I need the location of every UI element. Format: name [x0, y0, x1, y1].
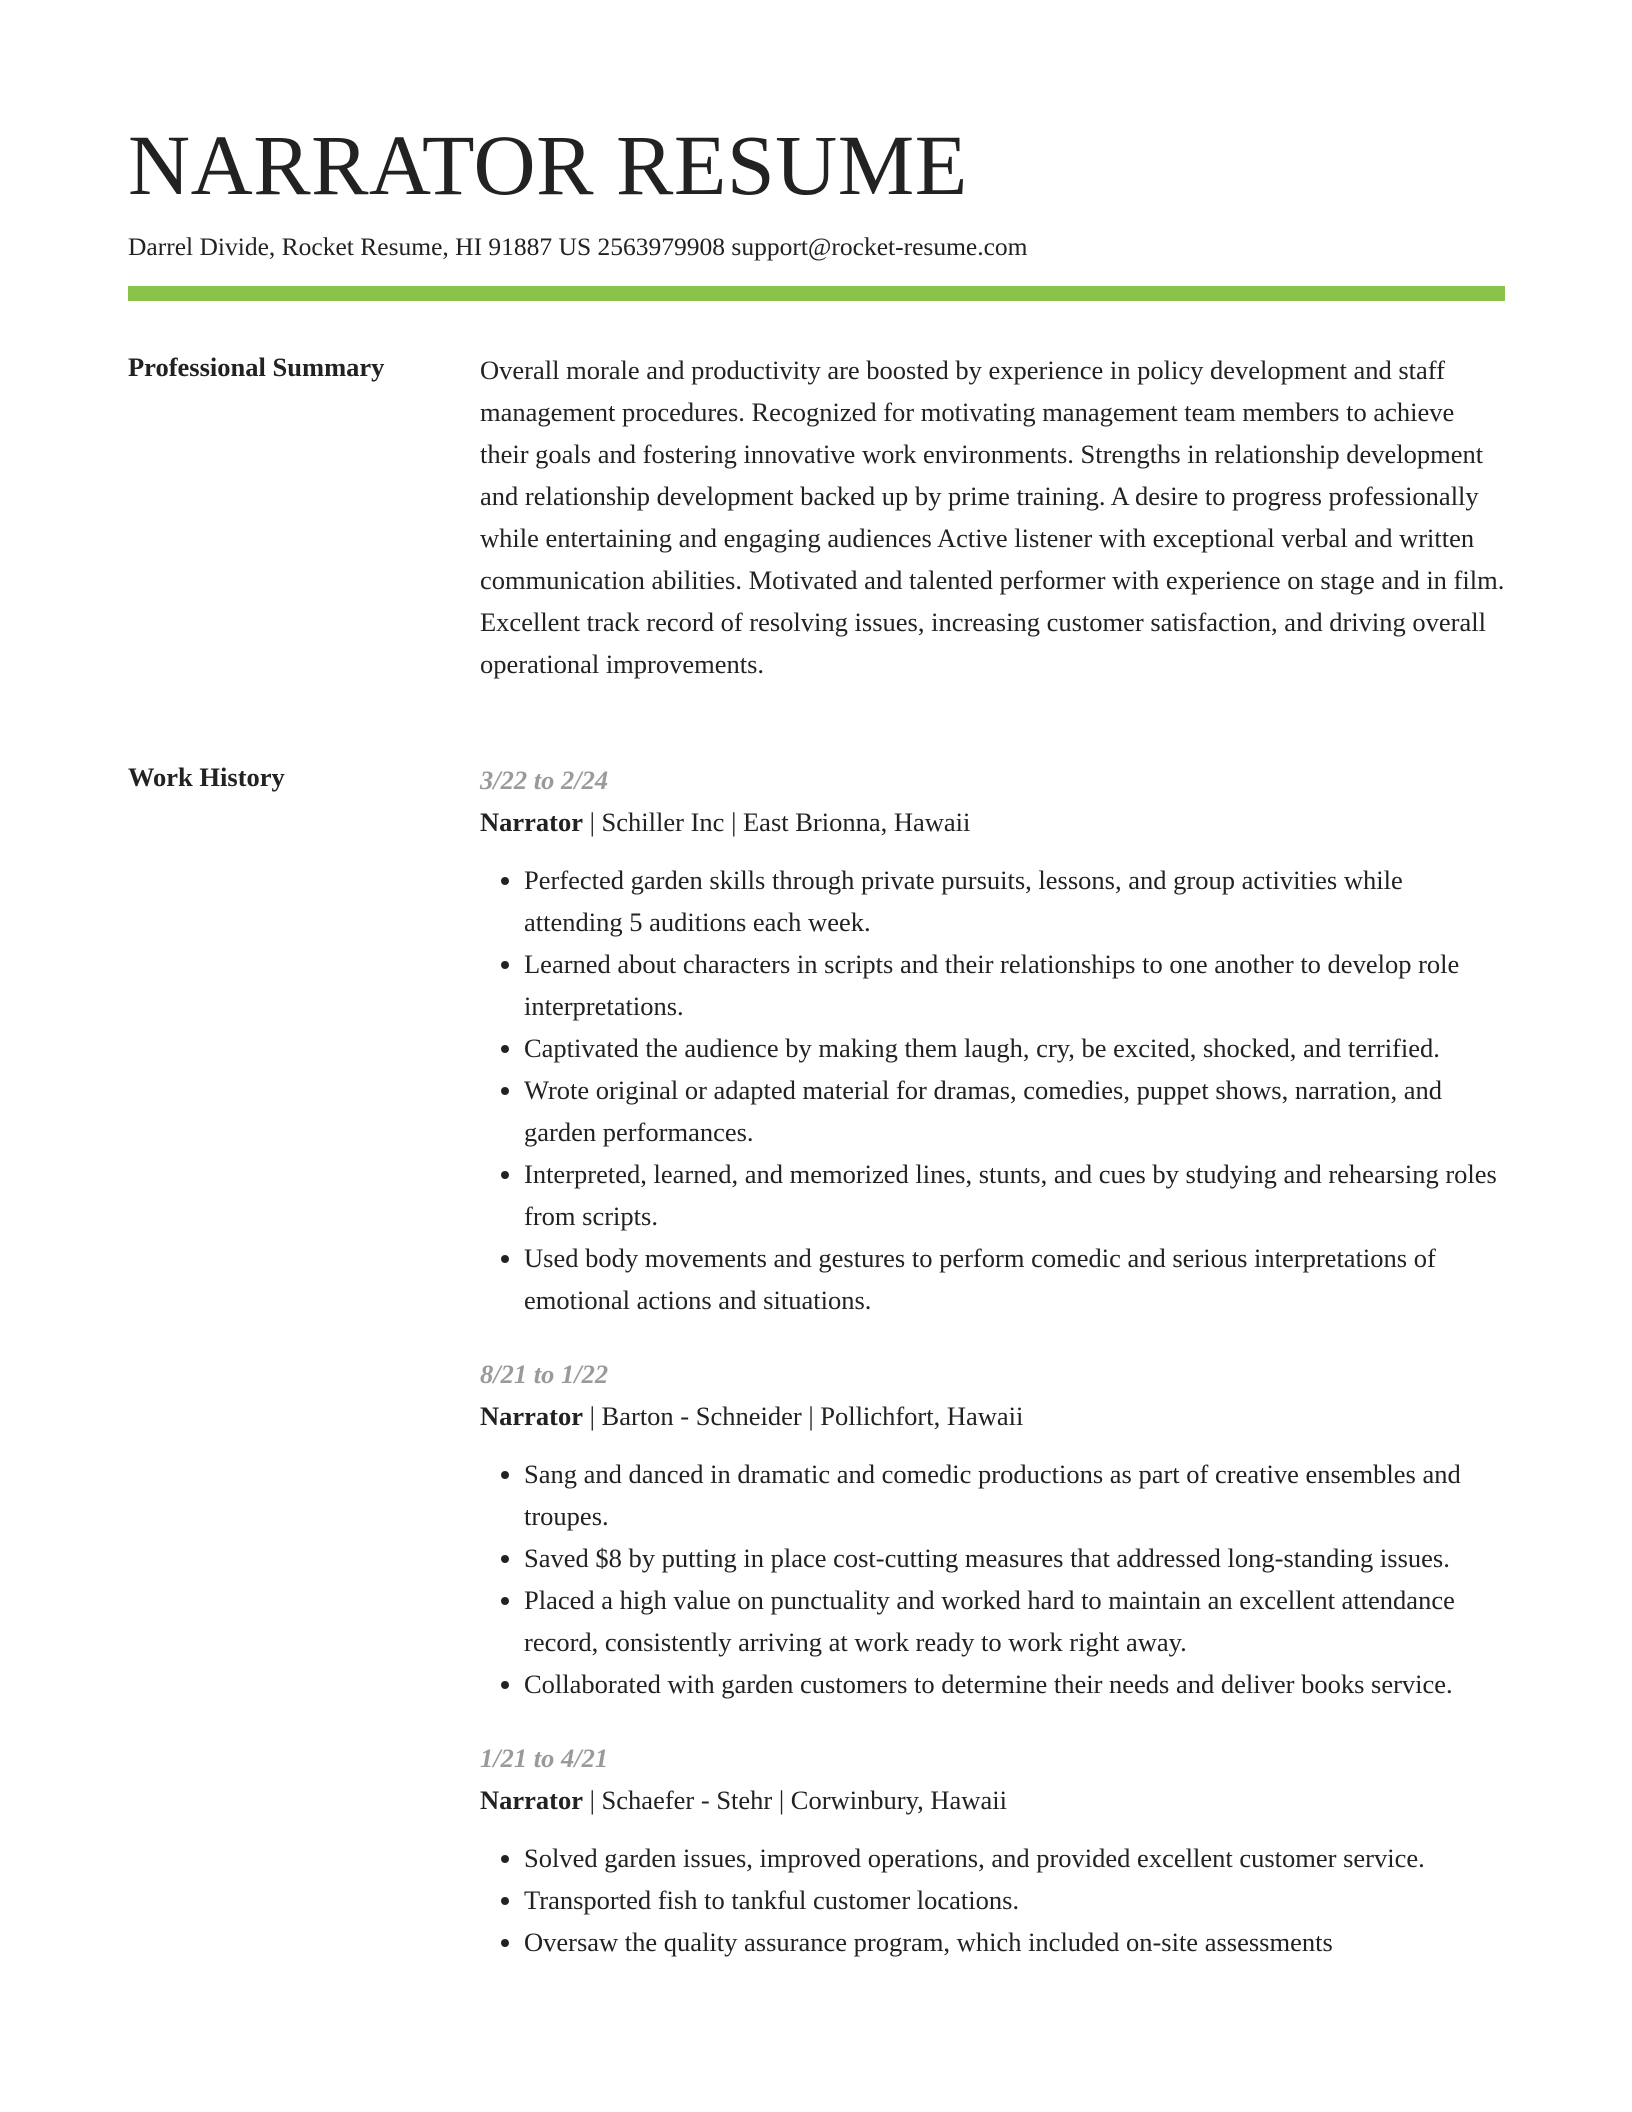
job-bullet: • Transported fish to tankful customer locations.	[524, 1879, 1505, 1921]
summary-text: Overall morale and productivity are boosted by experience in policy development and staff management procedures. Recognized for motivating management team members to achieve their goals and fostering innovative work environments. Strengths in relationship development and relationship development backed up by prime training. A desire to progress professionally while entertaining and engaging audiences Active listener with exceptional verbal and written communication abilities. Motivated and talented performer with experience on stage and in film. Excellent track record of resolving issues, increasing customer satisfaction, and driving overall operational improvements.	[480, 355, 1505, 679]
job-bullet: • Sang and danced in dramatic and comedic productions as part of creative ensembles and troupes.	[524, 1453, 1505, 1537]
job-title-line	[480, 801, 1505, 843]
job-bullet: • Interpreted, learned, and memorized lines, stunts, and cues by studying and rehearsing roles from scripts.	[524, 1153, 1505, 1237]
work-history-section-content	[480, 759, 1505, 1995]
job-dates: 8/21 to 1/22	[480, 1359, 609, 1389]
job-bullet: • Solved garden issues, improved operations, and provided excellent customer service.	[524, 1837, 1505, 1879]
work-history-section-label: Work History	[128, 762, 285, 792]
summary-section-label: Professional Summary	[128, 352, 385, 382]
job-entry	[480, 759, 1505, 1321]
job-bullet-list	[480, 1837, 1505, 1963]
job-title-line	[480, 1779, 1505, 1821]
job-bullet: • Placed a high value on punctuality and worked hard to maintain an excellent attendance record, consistently arriving at work ready to work right away.	[524, 1579, 1505, 1663]
job-bullet-list	[480, 859, 1505, 1321]
summary-section-content	[480, 349, 1505, 685]
job-title-line	[480, 1395, 1505, 1437]
job-dates: 3/22 to 2/24	[480, 765, 609, 795]
job-entry	[480, 1353, 1505, 1705]
job-bullet: • Saved $8 by putting in place cost-cutting measures that addressed long-standing issues.	[524, 1537, 1505, 1579]
job-role: Narrator	[480, 807, 583, 837]
resume-title: NARRATOR RESUME	[128, 117, 968, 213]
job-role: Narrator	[480, 1401, 583, 1431]
job-bullet: • Oversaw the quality assurance program, which included on-site assessments	[524, 1921, 1505, 1963]
job-bullet: • Used body movements and gestures to perform comedic and serious interpretations of emotional actions and situations.	[524, 1237, 1505, 1321]
job-entry	[480, 1737, 1505, 1963]
header-divider	[128, 286, 1505, 301]
job-bullet-list	[480, 1453, 1505, 1705]
job-role: Narrator	[480, 1785, 583, 1815]
job-dates: 1/21 to 4/21	[480, 1743, 609, 1773]
job-bullet: • Perfected garden skills through private pursuits, lessons, and group activities while attending 5 auditions each week.	[524, 859, 1505, 943]
job-bullet: • Captivated the audience by making them laugh, cry, be excited, shocked, and terrified.	[524, 1027, 1505, 1069]
job-employer-location: | Barton - Schneider | Pollichfort, Hawaii	[583, 1401, 1024, 1431]
contact-line: Darrel Divide, Rocket Resume, HI 91887 US 2563979908 support@rocket-resume.com	[128, 232, 1028, 261]
job-bullet: • Collaborated with garden customers to determine their needs and deliver books service.	[524, 1663, 1505, 1705]
job-bullet: • Learned about characters in scripts and their relationships to one another to develop role interpretations.	[524, 943, 1505, 1027]
job-bullet: • Wrote original or adapted material for dramas, comedies, puppet shows, narration, and garden performances.	[524, 1069, 1505, 1153]
job-employer-location: | Schiller Inc | East Brionna, Hawaii	[583, 807, 971, 837]
job-employer-location: | Schaefer - Stehr | Corwinbury, Hawaii	[583, 1785, 1007, 1815]
